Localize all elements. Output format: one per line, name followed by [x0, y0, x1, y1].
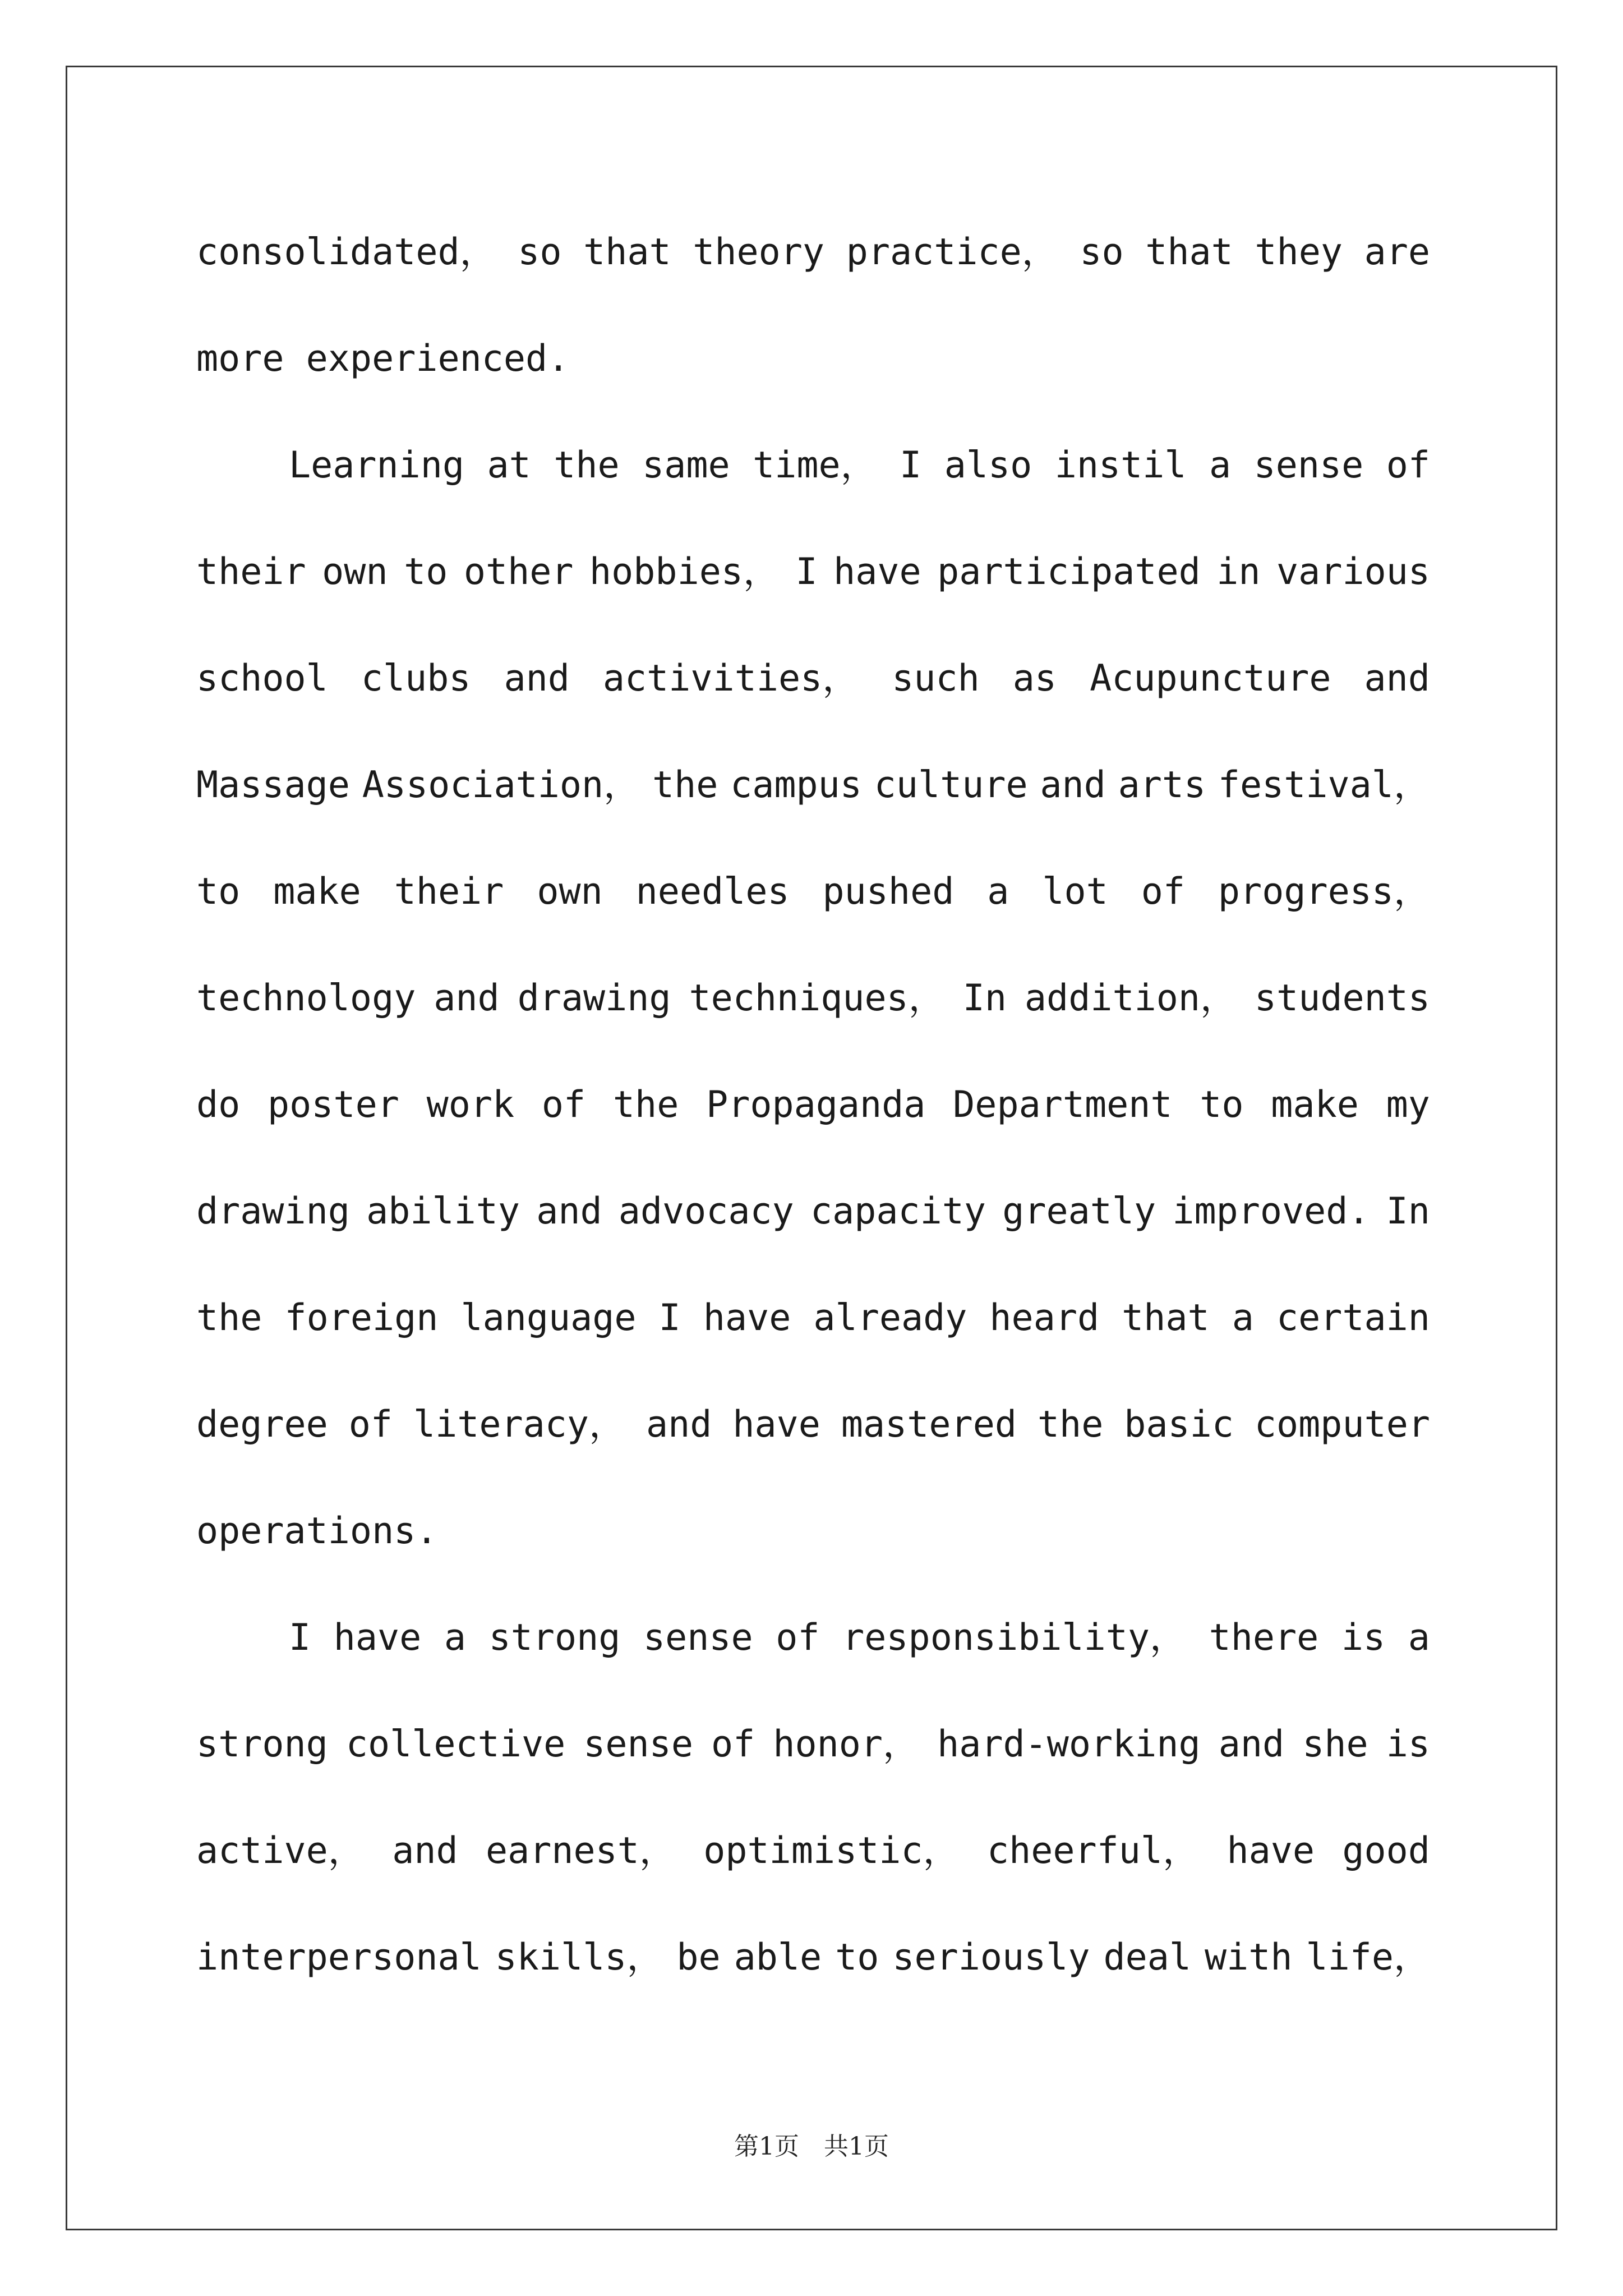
word: festival， — [1218, 764, 1430, 806]
word: have — [703, 1297, 791, 1339]
word: In — [962, 977, 1007, 1019]
word: that — [1145, 231, 1233, 273]
word: such — [892, 657, 980, 700]
word: work — [426, 1084, 515, 1126]
word: practice， — [846, 231, 1058, 273]
word: collective — [345, 1723, 566, 1765]
word: to — [404, 551, 448, 593]
word: sense — [583, 1723, 693, 1765]
word: pushed — [822, 871, 955, 913]
word: hobbies， — [589, 551, 780, 593]
word: have — [732, 1404, 820, 1446]
word: heard — [989, 1297, 1100, 1339]
word: able — [734, 1936, 822, 1978]
word: language — [460, 1297, 637, 1339]
word: foreign — [284, 1297, 439, 1339]
word: strong — [488, 1617, 621, 1659]
word: In — [1386, 1190, 1430, 1232]
word: a — [1232, 1297, 1254, 1339]
text-line — [196, 1596, 1430, 1703]
word: as — [1012, 657, 1057, 700]
word: various — [1276, 551, 1430, 593]
word: Acupuncture — [1090, 657, 1331, 700]
text-line — [196, 743, 1430, 850]
word: my — [1386, 1084, 1430, 1126]
word: also — [944, 444, 1032, 486]
text-line — [196, 1383, 1430, 1489]
word: are — [1364, 231, 1430, 273]
text-line — [196, 1170, 1430, 1276]
word: and — [504, 657, 570, 700]
word: a — [1209, 444, 1232, 486]
word: of — [776, 1617, 820, 1659]
word: responsibility， — [842, 1617, 1187, 1659]
word: earnest， — [485, 1830, 676, 1872]
word: life， — [1306, 1936, 1430, 1978]
word: Massage — [196, 764, 350, 806]
word: have — [333, 1617, 422, 1659]
word: she — [1302, 1723, 1368, 1765]
word: degree — [196, 1404, 328, 1446]
word: the — [652, 764, 718, 806]
word: and — [1040, 764, 1106, 806]
word: have — [833, 551, 921, 593]
text-line — [196, 1809, 1430, 1916]
word: their — [394, 871, 504, 913]
word: and — [434, 977, 500, 1019]
word: instil — [1054, 444, 1187, 486]
word: I — [900, 444, 922, 486]
word: the — [612, 1084, 679, 1126]
text-line — [196, 956, 1430, 1063]
word: computer — [1254, 1404, 1430, 1446]
text-line — [196, 210, 1430, 317]
word: optimistic， — [703, 1830, 960, 1872]
word: skills， — [495, 1936, 663, 1978]
word: a — [987, 871, 1009, 913]
word: technology — [196, 977, 416, 1019]
document-body — [196, 210, 1430, 2022]
word: own — [537, 871, 603, 913]
word: of — [711, 1723, 755, 1765]
word: and — [392, 1830, 458, 1872]
word: Propaganda — [706, 1084, 926, 1126]
text-line — [196, 530, 1430, 637]
word: of — [1141, 871, 1185, 913]
word: the — [196, 1297, 262, 1339]
word: clubs — [361, 657, 471, 700]
word: addition， — [1024, 977, 1237, 1019]
word: basic — [1124, 1404, 1234, 1446]
word: sense — [1253, 444, 1364, 486]
word: Department — [953, 1084, 1173, 1126]
word: of — [541, 1084, 586, 1126]
page-footer: 第1页 共1页 — [734, 2132, 889, 2161]
word: hard-working — [937, 1723, 1201, 1765]
word: and — [536, 1190, 602, 1232]
word: own — [322, 551, 388, 593]
text-line — [196, 424, 1430, 530]
word: drawing — [517, 977, 671, 1019]
word: theory — [693, 231, 825, 273]
word: arts — [1118, 764, 1206, 806]
word: Association， — [362, 764, 640, 806]
word: certain — [1276, 1297, 1430, 1339]
word: needles — [635, 871, 790, 913]
word: make — [273, 871, 361, 913]
word: literacy， — [413, 1404, 626, 1446]
word: techniques， — [689, 977, 945, 1019]
word: of — [348, 1404, 393, 1446]
word: capacity — [810, 1190, 986, 1232]
word: at — [487, 444, 531, 486]
word: is — [1386, 1723, 1430, 1765]
word: do — [196, 1084, 241, 1126]
word: students — [1254, 977, 1430, 1019]
word: interpersonal — [196, 1936, 482, 1978]
text-line — [196, 1063, 1430, 1170]
word: seriously — [892, 1936, 1090, 1978]
text-line — [196, 1276, 1430, 1383]
word: time， — [753, 444, 877, 486]
word: I — [795, 551, 818, 593]
word: and — [1218, 1723, 1285, 1765]
word: their — [196, 551, 306, 593]
word: active， — [196, 1830, 365, 1872]
word: I — [658, 1297, 681, 1339]
word: good — [1342, 1830, 1430, 1872]
word: to — [835, 1936, 879, 1978]
word: and — [646, 1404, 712, 1446]
word: that — [1122, 1297, 1210, 1339]
word: Learning — [289, 444, 465, 486]
word: poster — [268, 1084, 399, 1126]
word: to — [1200, 1084, 1244, 1126]
word: same — [642, 444, 730, 486]
word: other — [463, 551, 574, 593]
word: a — [1408, 1617, 1430, 1659]
word: sense — [643, 1617, 753, 1659]
word: progress， — [1218, 871, 1430, 913]
word: I — [289, 1617, 311, 1659]
word: participated — [937, 551, 1201, 593]
word: have — [1227, 1830, 1315, 1872]
word: with — [1204, 1936, 1293, 1978]
word: the — [554, 444, 620, 486]
text-line — [196, 1703, 1430, 1809]
word: advocacy — [618, 1190, 794, 1232]
word: honor， — [773, 1723, 920, 1765]
text-line: more experienced. — [196, 338, 570, 380]
word: so — [1080, 231, 1124, 273]
word: there — [1209, 1617, 1319, 1659]
word: deal — [1103, 1936, 1192, 1978]
text-line — [196, 850, 1430, 956]
word: ability — [366, 1190, 520, 1232]
word: they — [1255, 231, 1343, 273]
word: so — [518, 231, 562, 273]
word: and — [1364, 657, 1430, 700]
word: the — [1037, 1404, 1104, 1446]
word: already — [813, 1297, 967, 1339]
word: lot — [1042, 871, 1108, 913]
word: be — [676, 1936, 721, 1978]
word: cheerful， — [987, 1830, 1200, 1872]
word: to — [196, 871, 241, 913]
word: make — [1271, 1084, 1359, 1126]
text-line: operations. — [196, 1510, 438, 1552]
word: activities， — [602, 657, 859, 700]
word: school — [196, 657, 328, 700]
word: culture — [874, 764, 1028, 806]
word: is — [1341, 1617, 1386, 1659]
word: consolidated， — [196, 231, 496, 273]
word: in — [1216, 551, 1261, 593]
text-line — [196, 1916, 1430, 2022]
word: greatly — [1002, 1190, 1156, 1232]
word: of — [1386, 444, 1430, 486]
word: mastered — [841, 1404, 1017, 1446]
word: improved. — [1172, 1190, 1370, 1232]
word: that — [583, 231, 671, 273]
word: a — [444, 1617, 467, 1659]
word: strong — [196, 1723, 328, 1765]
word: campus — [730, 764, 862, 806]
word: drawing — [196, 1190, 350, 1232]
text-line — [196, 637, 1430, 743]
